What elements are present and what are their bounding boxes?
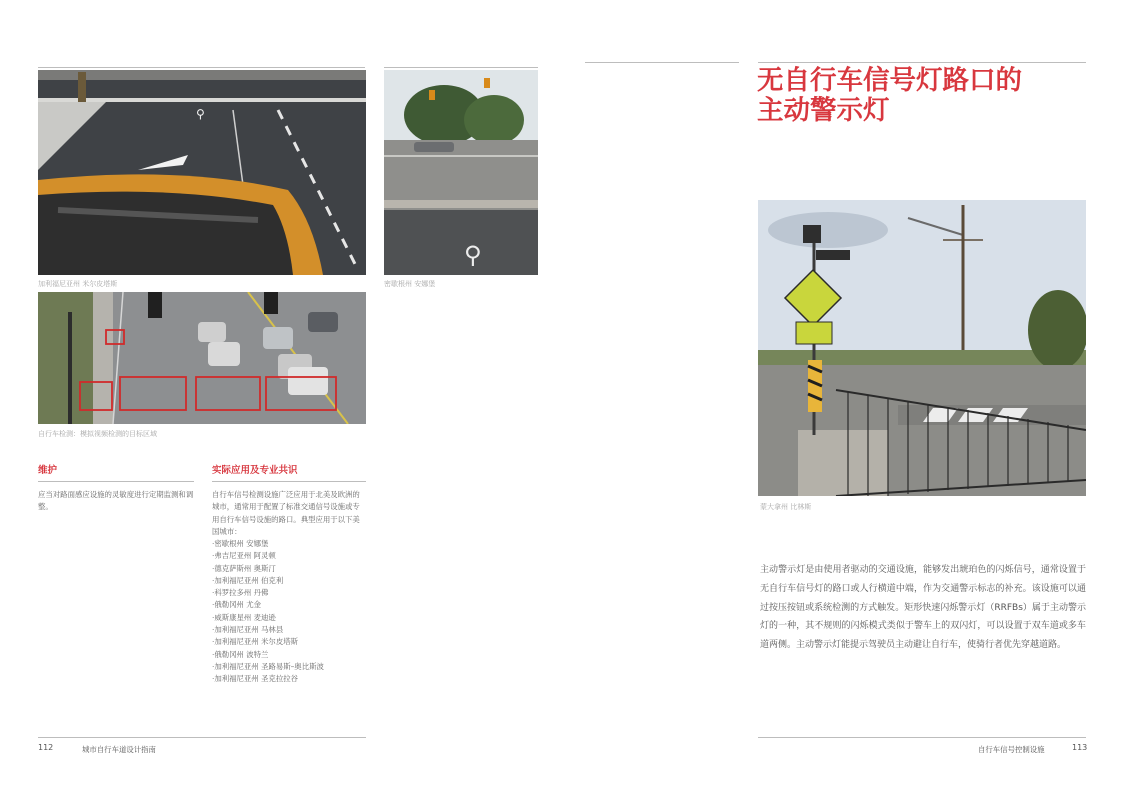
footer-chapter-title: 自行车信号控制设施 bbox=[978, 745, 1045, 754]
practice-text: 自行车信号检测设施广泛应用于北美及欧洲的城市，通常用于配置了标准交通信号设施或专用自行车信号设施的路口。典型应用于以下美国城市： bbox=[212, 490, 360, 536]
list-item: ·加利福尼亚州 米尔皮塔斯 bbox=[212, 637, 298, 647]
list-item: ·德克萨斯州 奥斯汀 bbox=[212, 563, 276, 573]
top-rule-left bbox=[38, 67, 365, 68]
photo-intersection-bike-symbol bbox=[384, 70, 538, 275]
maintenance-rule bbox=[38, 481, 194, 482]
svg-text:⚲: ⚲ bbox=[196, 107, 205, 121]
list-item: ·加利福尼亚州 马林县 bbox=[212, 625, 284, 635]
photo-car-bike-lane bbox=[38, 70, 366, 275]
list-item: ·威斯康星州 麦迪逊 bbox=[212, 612, 276, 622]
page-title bbox=[757, 66, 1077, 126]
title-line-2: 主动警示灯 bbox=[757, 95, 890, 126]
list-item: ·加利福尼亚州 伯克利 bbox=[212, 575, 284, 585]
body-paragraph: 主动警示灯是由使用者驱动的交通设施，能够发出琥珀色的闪烁信号，通常设置于无自行车信号灯的路口或人行横道中端，作为交通警示标志的补充。该设施可以通过按压按钮或系统检测的方式触发。矩形快速闪烁警示灯（RRFBs）属于主动警示灯的一种，其不规则的闪烁模式类似于警车上的双闪灯，可以设置于双车道或多车道两侧。主动警示灯能提示驾驶员主动避让自行车，使骑行者优先穿越道路。 bbox=[760, 565, 1086, 651]
maintenance-heading: 维护 bbox=[38, 465, 58, 476]
svg-text:⚲: ⚲ bbox=[464, 241, 482, 269]
list-item: ·俄勒冈州 波特兰 bbox=[212, 649, 269, 659]
photo-caption-right: 蒙大拿州 比林斯 bbox=[760, 503, 812, 511]
photo2-caption: 密歇根州 安娜堡 bbox=[384, 280, 436, 288]
title-line-1: 无自行车信号灯路口的 bbox=[757, 65, 1022, 96]
maintenance-text: 应当对路面感应设施的灵敏度进行定期监测和调整。 bbox=[38, 490, 194, 512]
footer-book-title: 城市自行车道设计指南 bbox=[82, 745, 156, 754]
list-item: ·加利福尼亚州 圣克拉拉谷 bbox=[212, 674, 298, 684]
top-rule-middle bbox=[384, 67, 538, 68]
top-rule-right-short bbox=[585, 62, 739, 63]
list-item: ·加利福尼亚州 圣路易斯–奥比斯波 bbox=[212, 661, 324, 671]
photo-warning-sign bbox=[758, 200, 1086, 496]
page-number-left: 112 bbox=[38, 743, 54, 752]
city-list bbox=[212, 538, 324, 686]
photo3-caption: 自行车检测：模拟视频检测的目标区域 bbox=[38, 430, 157, 438]
list-item: ·密歇根州 安娜堡 bbox=[212, 539, 269, 548]
page-number-right: 113 bbox=[1072, 743, 1088, 752]
list-item: ·科罗拉多州 丹佛 bbox=[212, 588, 269, 598]
list-item: ·弗吉尼亚州 阿灵顿 bbox=[212, 551, 276, 561]
practice-heading: 实际应用及专业共识 bbox=[212, 465, 298, 476]
top-rule-right bbox=[758, 62, 1086, 63]
footer-rule-right bbox=[758, 737, 1086, 738]
list-item: ·俄勒冈州 尤金 bbox=[212, 600, 262, 610]
footer-rule-left bbox=[38, 737, 366, 738]
practice-rule bbox=[212, 481, 366, 482]
photo1-caption: 加利福尼亚州 米尔皮塔斯 bbox=[38, 280, 118, 288]
photo-video-detection-zones bbox=[38, 292, 366, 424]
